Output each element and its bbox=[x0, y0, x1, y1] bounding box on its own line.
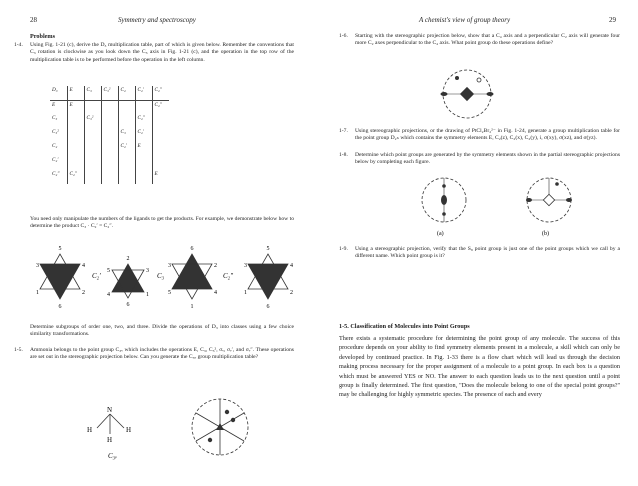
table-cell bbox=[101, 170, 118, 184]
ligand-number: 1 bbox=[190, 304, 194, 310]
ligand-number: 2 bbox=[290, 290, 293, 296]
table-cell bbox=[101, 142, 118, 156]
point-marker bbox=[442, 212, 446, 216]
partial-projections bbox=[399, 172, 599, 238]
problem-number: 1-8. bbox=[339, 152, 348, 158]
triangle-filled bbox=[248, 264, 288, 299]
table-cell bbox=[135, 156, 152, 170]
point-marker bbox=[442, 184, 446, 188]
table-cell bbox=[152, 156, 169, 170]
ligand-operation-diagram bbox=[30, 234, 300, 316]
table-cell bbox=[101, 114, 118, 128]
table-cell: C₂ bbox=[50, 142, 67, 156]
table-header-row bbox=[50, 86, 169, 100]
table-cell: E bbox=[50, 100, 67, 114]
section-heading: 1-5. Classification of Molecules into Point Groups bbox=[339, 323, 470, 330]
table-cell: D₃ bbox=[50, 86, 67, 100]
nitrogen-label: N bbox=[107, 406, 113, 414]
c2-axis-symbol bbox=[441, 195, 447, 205]
c3-axis-symbol bbox=[216, 423, 224, 430]
table-cell: C₂′ bbox=[50, 156, 67, 170]
ligand-number: 4 bbox=[214, 290, 217, 296]
table-cell: C₃ bbox=[50, 114, 67, 128]
problem-text: Using stereographic projections, or the drawing of PtCl₂Br₂²⁻ in Fig. 1-24, generate a group multiplication table for the point group D₂ₕ which contains the symmetry elements E, C₂(z), C₂(x), C₂(y), i, σ(xy), σ(xz), and σ(yz). bbox=[355, 128, 620, 142]
ligand-number: 6 bbox=[126, 302, 130, 308]
table-cell bbox=[135, 100, 152, 114]
operation-label: C₃ bbox=[157, 272, 165, 280]
c4-stereographic-projection bbox=[427, 64, 507, 124]
ligand-number: 2 bbox=[82, 290, 85, 296]
projection-b bbox=[526, 178, 572, 237]
figure-label: (a) bbox=[437, 231, 444, 237]
star-figure-2 bbox=[107, 256, 149, 308]
right-running-head: A chemist's view of group theory bbox=[419, 16, 511, 24]
figure-label: (b) bbox=[542, 231, 549, 237]
table-cell: C₂ bbox=[118, 86, 135, 100]
table-cell bbox=[135, 170, 152, 184]
table-cell: C₂′ bbox=[118, 142, 135, 156]
table-cell: C₃² bbox=[101, 86, 118, 100]
table-cell bbox=[152, 142, 169, 156]
left-page-number: 28 bbox=[30, 16, 37, 24]
star-figure-4 bbox=[244, 246, 293, 310]
table-cell bbox=[84, 156, 101, 170]
table-cell: E bbox=[154, 171, 158, 177]
table-cell: C₂′ bbox=[135, 86, 152, 100]
table-cell: C₃² bbox=[50, 128, 67, 142]
problem-text: Starting with the stereographic projection below, show that a C₄ axis and a perpendicular C₂ axis will generate four more C₂ axes perpendicular to the C₄ axis. What point group do these operations define? bbox=[355, 33, 620, 47]
ligand-number: 3 bbox=[168, 263, 171, 269]
projection-a bbox=[422, 178, 466, 237]
ligand-number: 4 bbox=[107, 292, 110, 298]
table-row bbox=[50, 114, 169, 128]
table-row bbox=[50, 128, 169, 142]
c2-axis-symbol bbox=[566, 198, 572, 202]
c2-axis-symbol bbox=[487, 92, 494, 96]
table-cell: C₂″ bbox=[50, 170, 67, 184]
table-cell bbox=[67, 156, 84, 170]
problem-text: Using a stereographic projection, verify that the S₈ point group is just one of the point groups which we call by a different name. Which point group is it? bbox=[355, 246, 620, 260]
table-cell bbox=[84, 142, 101, 156]
table-cell bbox=[152, 114, 169, 128]
ligand-number: 2 bbox=[214, 263, 217, 269]
ligand-number: 5 bbox=[58, 246, 62, 252]
table-cell bbox=[67, 128, 84, 142]
problems-heading: Problems bbox=[30, 33, 55, 40]
table-row bbox=[50, 170, 169, 184]
ligand-number: 5 bbox=[266, 246, 270, 252]
multiplication-table bbox=[50, 86, 169, 184]
table-cell: C₂′ bbox=[135, 128, 152, 142]
ligand-number: 4 bbox=[82, 263, 85, 269]
star-figure-3 bbox=[168, 246, 217, 310]
point-marker bbox=[455, 76, 459, 80]
table-cell bbox=[118, 114, 135, 128]
table-cell: C₂″ bbox=[154, 101, 162, 108]
hydrogen-label: H bbox=[107, 436, 113, 444]
ligand-number: 3 bbox=[36, 263, 39, 269]
table-cell bbox=[101, 156, 118, 170]
table-cell bbox=[101, 128, 118, 142]
ligand-number: 1 bbox=[146, 292, 149, 298]
table-cell: C₂″ bbox=[67, 170, 84, 184]
table-cell: E bbox=[135, 142, 152, 156]
section-body: There exists a systematic procedure for determining the point group of any molecule. The success of this procedure depends on your ability to find symmetry elements present in a molecule, a skill which can only be developed by continued practice. In Fig. 1-33 there is a flow chart which will lead us through the decision making process necessary for the proper assignment of a molecule to a point group. In each box is a question which must be answered YES or NO. The answer to each question leads us to the next question until a point group is finally determined. The first question, "Does the molecule belong to one of the special point groups?" may be challenging for highly symmetric species. The presence of each and every bbox=[339, 335, 620, 399]
point-marker bbox=[225, 410, 229, 414]
bond-line bbox=[97, 414, 110, 428]
subgroups-text: Determine subgroups of order one, two, and three. Divide the operations of D₃ into classes using a few choice similarity transformations. bbox=[30, 324, 294, 338]
table-cell: C₂″ bbox=[152, 86, 169, 100]
point-marker bbox=[555, 182, 559, 186]
problem-text: Using Fig. 1-21 (c), derive the D₃ multiplication table, part of which is given below. Remember the conventions that C₃ rotation is clockwise as you look down the C₃ axis in Fig. 1-21 (c), and the operation in the top row of the multiplication table is to be performed before the operation in the left column. bbox=[30, 42, 294, 63]
ligand-number: 6 bbox=[58, 304, 62, 310]
point-marker bbox=[231, 418, 235, 422]
ligand-number: 5 bbox=[168, 290, 171, 296]
table-cell bbox=[152, 128, 169, 142]
right-page bbox=[319, 0, 638, 486]
table-cell: C₃ bbox=[84, 86, 101, 100]
point-marker bbox=[208, 438, 212, 442]
table-cell: E bbox=[67, 86, 84, 100]
table-cell bbox=[67, 142, 84, 156]
table-cell bbox=[84, 100, 101, 114]
c2-axis-symbol bbox=[441, 92, 448, 96]
problem-text: Determine which point groups are generated by the symmetry elements shown in the partial stereographic projections below by completing each figure. bbox=[355, 152, 620, 166]
c2-axis-symbol bbox=[526, 198, 532, 202]
problem-number: 1-9. bbox=[339, 246, 348, 252]
ligand-number: 3 bbox=[146, 268, 149, 274]
ligand-number: 5 bbox=[107, 268, 110, 274]
table-row bbox=[50, 156, 169, 170]
ligand-number: 1 bbox=[244, 290, 247, 296]
ligand-number: 3 bbox=[244, 263, 247, 269]
point-group-label: C₃ᵥ bbox=[108, 452, 118, 460]
operation-label: C₂′ bbox=[92, 272, 101, 280]
ammonia-molecule-diagram bbox=[70, 388, 160, 468]
table-cell bbox=[84, 128, 101, 142]
problem-number: 1-6. bbox=[339, 33, 348, 39]
hydrogen-label: H bbox=[126, 426, 132, 434]
c3v-stereographic-projection bbox=[185, 392, 255, 462]
problem-text: Ammonia belongs to the point group C₃ᵥ which includes the operations E, C₃, C₃², σᵥ, σᵥ′, and σᵥ″. These operations are set out in the stereographic projection below. Can you generate the C₃ᵥ group multiplication table? bbox=[30, 347, 294, 361]
table-cell: C₃² bbox=[84, 114, 101, 128]
hydrogen-label: H bbox=[87, 426, 93, 434]
table-row bbox=[50, 142, 169, 156]
table-cell: C₃ bbox=[118, 128, 135, 142]
table-row bbox=[50, 100, 169, 114]
ligand-number: 2 bbox=[126, 256, 130, 262]
table-cell bbox=[67, 114, 84, 128]
triangle-filled bbox=[172, 254, 212, 289]
point-marker bbox=[477, 78, 481, 82]
star-figure-1 bbox=[36, 246, 85, 310]
ligand-number: 4 bbox=[290, 263, 293, 269]
table-cell bbox=[101, 100, 118, 114]
problem-number: 1-5. bbox=[14, 347, 23, 353]
table-cell bbox=[118, 156, 135, 170]
c4-axis-symbol bbox=[460, 87, 474, 101]
ligand-number: 1 bbox=[36, 290, 39, 296]
left-running-head: Symmetry and spectroscopy bbox=[118, 16, 196, 24]
problem-number: 1-7. bbox=[339, 128, 348, 134]
table-cell: C₂″ bbox=[135, 114, 152, 128]
ligand-number: 6 bbox=[190, 246, 194, 252]
ligand-note: You need only manipulate the numbers of the ligands to get the products. For example, we demonstrate below how to determine the product C₃ · C₂′ = C₂″. bbox=[30, 216, 294, 230]
problem-number: 1-4. bbox=[14, 42, 23, 48]
bond-line bbox=[110, 414, 124, 428]
right-page-number: 29 bbox=[609, 16, 616, 24]
operation-label: C₂″ bbox=[223, 272, 234, 280]
s4-axis-symbol bbox=[543, 194, 554, 205]
table-cell: E bbox=[67, 100, 84, 114]
table-cell bbox=[84, 170, 101, 184]
table-cell bbox=[118, 170, 135, 184]
triangle-filled bbox=[40, 264, 80, 299]
ligand-number: 6 bbox=[266, 304, 270, 310]
table-cell bbox=[118, 100, 135, 114]
